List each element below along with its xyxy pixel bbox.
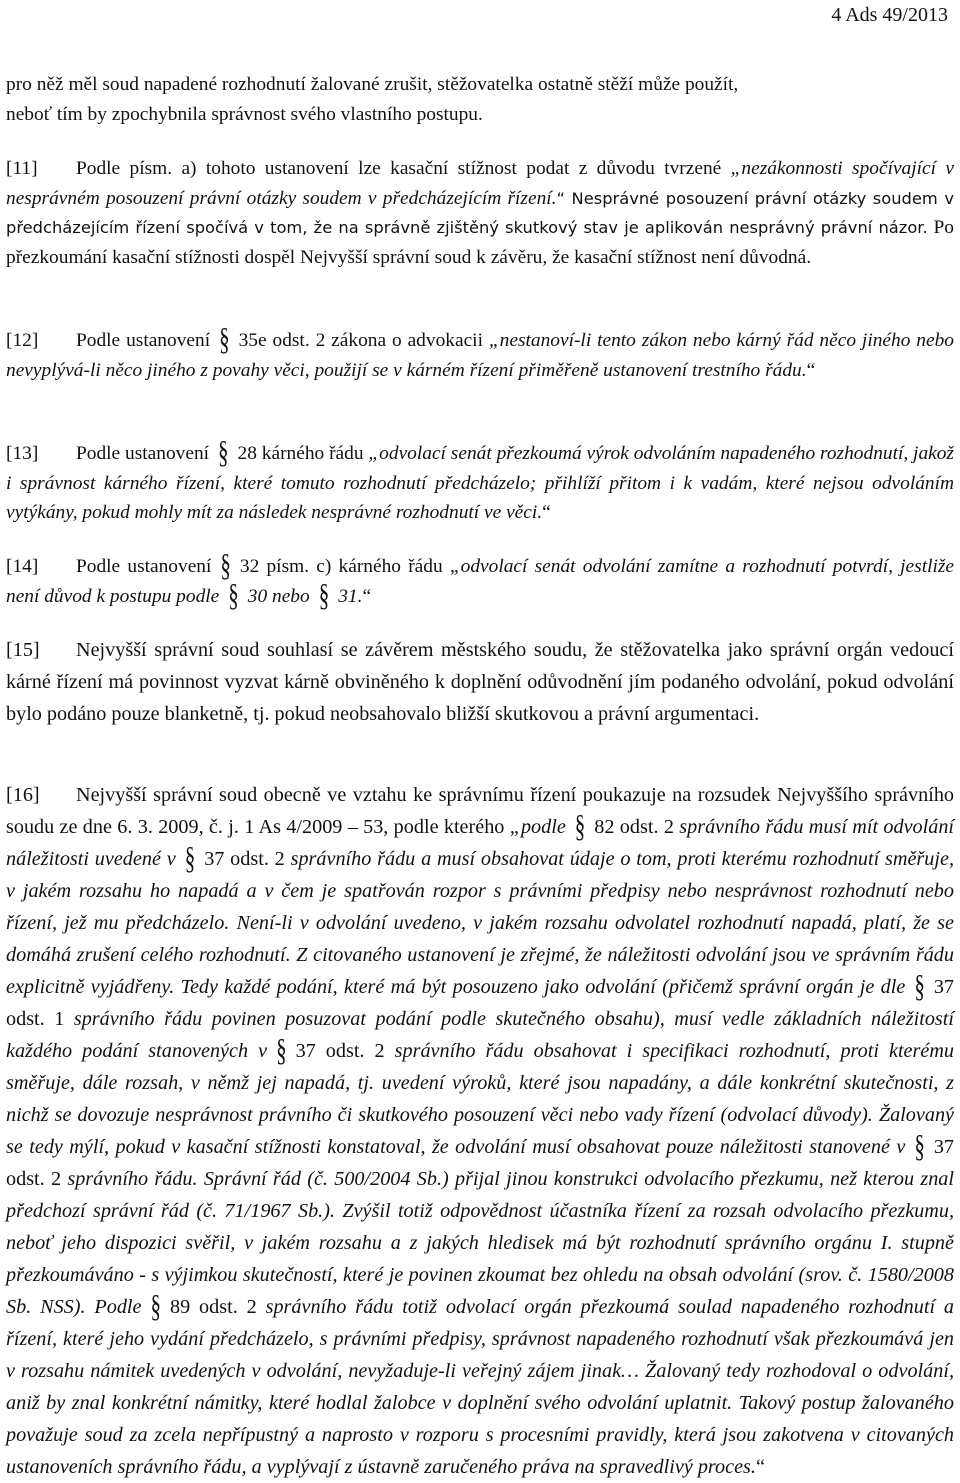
paragraph-number: [14]	[6, 556, 39, 577]
paragraph-text: 32 písm. c) kárného řádu	[239, 556, 443, 577]
paragraph-text: Nejvyšší správní soud obecně ve vztahu ke správnímu řízení poukazuje na rozsudek Nejvyššího správního soudu ze dne 6. 3. 2009, č. j. 1 As 4/2009 – 53, podle kterého	[6, 784, 954, 838]
section-sign: §	[220, 546, 231, 583]
citation: 37 odst. 2	[6, 1136, 954, 1190]
quoted-text: správního řádu obsahovat i specifikaci rozhodnutí, proti kterému směřuje, dále rozsah, v němž jej napadá, tj. uvedení výroků, které jsou napadány, a dále konkrétní skutečnosti, z nichž se dovozuje nesprávnost právního či skutkového posouzení věci nebo vady řízení (odvolací důvody). Žalovaný se tedy mýlí, pokud v kasační stížnosti konstatoval, že odvolání musí obsahovat pouze náležitosti stanovené v	[6, 1040, 955, 1158]
quoted-text: 30 nebo	[247, 585, 310, 607]
paragraph-16	[6, 779, 954, 1483]
citation: 37 odst. 2	[204, 848, 285, 870]
closing-quote: “	[362, 585, 372, 607]
section-sign: §	[219, 320, 230, 357]
paragraph-text: 35e odst. 2 zákona o advokacii	[238, 330, 483, 351]
quoted-text: „nestanoví-li tento zákon nebo kárný řád něco jiného nebo nevyplývá-li něco jiného z povahy věci, použijí se v kárném řízení přiměřeně ustanovení trestního řádu.	[6, 330, 954, 381]
paragraph-text: “ Nesprávné posouzení právní otázky soudem v předcházejícím řízení spočívá v tom, že na správně zjištěný skutkový stav je aplikován nesprávný právní názor.	[6, 188, 954, 237]
paragraph-text: Podle ustanovení	[76, 443, 210, 464]
citation: 37 odst. 2	[295, 1040, 385, 1062]
section-sign: §	[914, 1127, 925, 1164]
paragraph-number: [11]	[6, 158, 38, 179]
paragraph-12	[6, 320, 954, 385]
section-sign: §	[574, 807, 586, 844]
quoted-text: „odvolací senát přezkoumá výrok odvoláním napadeného rozhodnutí, jakož i správnost kárného řízení, které tomuto rozhodnutí předcházelo; přihlíží přitom i k vadám, které nejsou odvoláním vytýkány, pokud mohly mít za následek nesprávné rozhodnutí ve věci.	[6, 443, 954, 523]
section-sign: §	[150, 1287, 161, 1324]
closing-quote: “	[542, 502, 551, 523]
quoted-text: „podle	[509, 816, 566, 838]
continuation-line-2: neboť tím by zpochybnila správnost svého vlastního postupu.	[6, 103, 483, 125]
case-reference: 4 Ads 49/2013	[831, 4, 948, 26]
quoted-text: „nezákonnosti spočívající v nesprávném posouzení právní otázky soudem v předcházejícím řízení.	[6, 158, 954, 209]
section-sign: §	[218, 433, 229, 470]
quoted-text: správního řádu totiž odvolací orgán přezkoumá soulad napadeného rozhodnutí a řízení, které jeho vydání předcházelo, s právními předpisy, správnost napadeného rozhodnutí však přezkoumává jen v rozsahu námitek uvedených v odvolání, nevyžaduje-li veřejný zájem jinak… Žalovaný tedy rozhodoval o odvolání, aniž by znal konkrétní námitky, které hodlal žalobce v doplnění svého odvolání uplatnit. Takový postup žalovaného považuje soud za zcela nepřípustný a naprosto v rozporu s procesními pravidly, která jsou zakotvena v citovaných ustanoveních správního řádu, a vyplývají z ústavně zaručeného práva na spravedlivý proces.	[6, 1296, 955, 1478]
paragraph-text: Nejvyšší správní soud souhlasí se závěrem městského soudu, že stěžovatelka jako správní orgán vedoucí kárné řízení má povinnost vyzvat kárně obviněného k doplnění odůvodnění jím podaného odvolání, pokud odvolání bylo podáno pouze blanketně, tj. pokud neobsahovalo bližší skutkovou a právní argumentaci.	[6, 639, 954, 725]
document-page	[6, 0, 955, 1478]
citation: 89 odst. 2	[169, 1296, 257, 1318]
quoted-text: správního řádu a musí obsahovat údaje o tom, proti kterému rozhodnutí směřuje, v jakém rozsahu ho napadá a v čem je spatřován rozpor s právními předpisy nebo nesprávnost rozhodnutí nebo řízení, jež mu předcházelo. Není-li v odvolání uvedeno, v jakém rozsahu odvolatel rozhodnutí napadá, platí, že se domáhá zrušení celého rozhodnutí. Z citovaného ustanovení je zřejmé, že náležitosti odvolání jsou ve správním řádu explicitně vyjádřeny. Tedy každé podání, které má být posouzeno jako odvolání (přičemž správní orgán je dle	[6, 848, 955, 998]
paragraph-number: [15]	[6, 639, 40, 661]
paragraph-text: Podle ustanovení	[76, 330, 211, 351]
paragraph-text: Po přezkoumání kasační stížnosti dospěl Nejvyšší správní soud k závěru, že kasační stížnost není důvodná.	[6, 217, 954, 268]
paragraph-number: [13]	[6, 443, 39, 464]
paragraph-text: Podle písm. a) tohoto ustanovení lze kasační stížnost podat z důvodu tvrzené	[76, 158, 722, 179]
section-sign: §	[228, 576, 239, 613]
paragraph-13	[6, 433, 954, 528]
paragraph-text: Podle ustanovení	[76, 556, 212, 577]
citation: 37 odst. 1	[6, 976, 954, 1030]
quoted-text: správního řádu povinen posuzovat podání podle skutečného obsahu), musí vedle základních náležitostí každého podání stanovených v	[6, 1008, 955, 1062]
paragraph-15	[6, 634, 954, 730]
closing-quote: “	[806, 359, 816, 381]
paragraph-continuation	[6, 70, 954, 129]
section-sign: §	[276, 1031, 287, 1068]
quoted-text: „odvolací senát odvolání zamítne a rozhodnutí potvrdí, jestliže není důvod k postupu podle	[6, 556, 955, 607]
section-sign: §	[318, 576, 330, 613]
quoted-text: správního řádu. Správní řád (č. 500/2004 Sb.) přijal jinou konstrukci odvolacího přezkumu, než kterou znal předchozí správní řád (č. 71/1967 Sb.). Zvýšil totiž odpovědnost účastníka řízení za rozsah odvolacího přezkumu, neboť jeho dispozici svěřil, v jakém rozsahu a z jakých hledisek má být rozhodnutí správního orgánu I. stupně přezkoumáváno - s výjimkou skutečností, které je povinen zkoumat bez ohledu na obsah odvolání (srov. č. 1580/2008 Sb. NSS). Podle	[6, 1168, 955, 1318]
section-sign: §	[914, 967, 925, 1004]
paragraph-11	[6, 154, 954, 272]
citation: 82 odst. 2	[594, 816, 674, 838]
paragraph-number: [16]	[6, 784, 40, 806]
quoted-text: správního řádu musí mít odvolání náležitosti uvedené v	[6, 816, 955, 870]
paragraph-text: 28 kárného řádu	[237, 443, 364, 464]
paragraph-number: [12]	[6, 330, 39, 351]
quoted-text: 31.	[338, 585, 363, 607]
continuation-line-1: pro něž měl soud napadené rozhodnutí žalované zrušit, stěžovatelka ostatně stěží může použít,	[6, 74, 739, 95]
paragraph-14	[6, 546, 955, 613]
closing-quote: “	[755, 1456, 765, 1478]
section-sign: §	[184, 839, 196, 876]
